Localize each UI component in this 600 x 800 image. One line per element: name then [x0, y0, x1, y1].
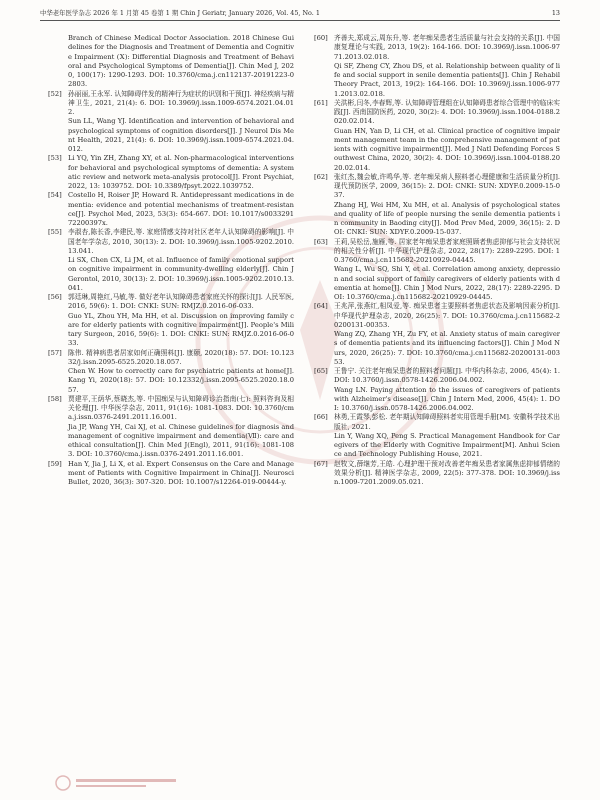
reference-text: [334, 99, 560, 173]
reference-text: [68, 395, 294, 460]
reference-number: [52]: [48, 89, 62, 98]
reference-entry: [48, 349, 294, 395]
reference-citation: Branch of Chinese Medical Doctor Association. 2018 Chinese Guidelines for the Diagnosis and Treatment of Dementia and Cognitive Impairment (Ⅹ): Differential Diagnosis and Treatment of Behavioral and Psychological Symptoms of Dementia[J]. Chin Med J, 2020, 100(17): 1290-1293. DOI: 10.3760/cma.j.cn112137-20191223-02803.: [68, 34, 294, 89]
page-number: 13: [551, 9, 560, 17]
reference-entry: [48, 395, 294, 460]
reference-text: [334, 460, 560, 488]
reference-entry: [48, 154, 294, 191]
reference-number: [63]: [314, 237, 328, 246]
reference-citation: 郭廷琳,周艳红,马敏,等. 做好老年认知障碍患者家庭关怀的探讨[J]. 人民军医, 2016, 59(6): 1. DOI: CNKI: SUN: RMJZ.0.2016-06-033.: [68, 293, 294, 311]
reference-citation: 贾建平,王荫华,蔡晓杰,等. 中国痴呆与认知障碍诊治指南(七): 照料咨询及相关伦理[J]. 中华医学杂志, 2011, 91(16): 1081-1083. DOI: 10.3760/cma.j.issn.0376-2491.2011.16.001.: [68, 394, 294, 422]
reference-entry: [48, 34, 294, 90]
references-right-column: [314, 34, 560, 774]
reference-citation: 林勇,王霞琴,彭松. 老年期认知障碍照料者实用管理手册[M]. 安徽科学技术出版社, 2021.: [334, 413, 560, 431]
reference-citation: 陈伟. 精神病患者居家如何正确照料[J]. 康颐, 2020(18): 57. DOI: 10.12332/j.issn.2095-6525.2020.18.057.: [68, 348, 294, 366]
reference-text: [334, 173, 560, 238]
reference-citation: 王莉,吴松岳,施雁,等. 居家老年痴呆患者家庭照顾者焦虑抑郁与社会支持状况的相关性分析[J]. 中华现代护理杂志, 2022, 28(17): 2289-2295. DOI: 10.3760/cma.j.cn115682-20210929-04445.: [334, 237, 560, 264]
reference-translation: Zhang HJ, Wei HM, Xu MH, et al. Analysis of psychological states and quality of life of people nursing the senile dementia patients in community in Baoding city[J]. Mod Prev Med, 2009, 36(15): 2. DOI: CNKI: SUN: XDYF.0.2009-15-037.: [334, 200, 560, 237]
reference-translation: Wang LN. Paying attention to the issues of caregivers of patients with Alzheimer's disease[J]. Chin J Intern Med, 2006, 45(4): 1. DOI: 10.3760/j.issn.0578-1426.2006.04.002.: [334, 385, 560, 412]
reference-translation: Qi SF, Zheng CY, Zhou DS, et al. Relationship between quality of life and social support in senile dementia patients[J]. Chin J Rehabil Theory Pract, 2013, 19(2): 164-166. DOI: 10.3969/j.issn.1006-9771.2013.02.018.: [334, 61, 560, 98]
reference-number: [58]: [48, 394, 62, 403]
reference-text: [334, 302, 560, 367]
reference-text: [68, 228, 294, 293]
reference-text: [68, 460, 294, 488]
reference-text: [68, 293, 294, 349]
journal-citation: 中华老年医学杂志 2026 年 1 月第 45 卷第 1 期 Chin J Geriatr, January 2026, Vol. 45, No. 1: [40, 9, 320, 17]
reference-translation: Lin Y, Wang XQ, Peng S. Practical Management Handbook for Caregivers of the Elderly with Cognitive Impairment[M]. Anhui Science and Technology Publishing House, 2021.: [334, 431, 560, 459]
reference-text: [334, 367, 560, 413]
reference-entry: [314, 413, 560, 459]
reference-translation: Sun LL, Wang YJ. Identification and intervention of behavioral and psychological symptoms of cognition disorders[J]. J Neurol Dis Ment Health, 2021, 21(4): 6. DOI: 10.3969/j.issn.1009-6574.2021.04.012.: [68, 117, 294, 153]
reference-translation: Wang L, Wu SQ, Shi Y, et al. Correlation among anxiety, depression and social support of family caregivers of elderly patients with dementia at home[J]. Chin J Mod Nurs, 2022, 28(17): 2289-2295. DOI: 10.3760/cma.j.cn115682-20210929-04445.: [334, 265, 560, 301]
reference-number: [55]: [48, 228, 62, 237]
reference-text: [68, 191, 294, 228]
reference-citation: Han Y, Jia J, Li X, et al. Expert Consensus on the Care and Management of Patients with Cognitive Impairment in China[J]. Neurosci Bullet, 2020, 36(3): 307-320. DOI: 10.1007/s12264-019-00444-y.: [68, 459, 294, 486]
references-columns: [48, 34, 560, 774]
reference-translation: Guan HN, Yan D, Li CH, et al. Clinical practice of cognitive impairment management team in the comprehensive management of patients with cognitive impairment[J]. Med J Natl Defending Forces Southwest China, 2020, 30(2): 4. DOI: 10.3969/j.issn.1004-0188.2020.02.014.: [334, 126, 560, 172]
reference-number: [64]: [314, 302, 328, 311]
reference-entry: [314, 173, 560, 238]
reference-text: [334, 413, 560, 459]
reference-text: [68, 90, 294, 155]
reference-entry: [48, 293, 294, 349]
reference-citation: 张红杰,魏会敏,许鸣华,等. 老年痴呆病人照料者心理健康和生活质量分析[J]. 现代预防医学, 2009, 36(15): 2. DOI: CNKI: SUN: XDYF.0.2009-15-037.: [334, 172, 560, 200]
reference-entry: [314, 460, 560, 488]
reference-entry: [314, 367, 560, 413]
reference-translation: Wang ZQ, Zhang YH, Zu FY, et al. Anxiety status of main caregivers of dementia patients and its influencing factors[J]. Chin J Mod Nurs, 2020, 26(25): 7. DOI: 10.3760/cma.j.cn115682-20200131-00353.: [334, 330, 560, 366]
reference-citation: Li YQ, Yin ZH, Zhang XY, et al. Non-pharmacological interventions for behavioral and psychological symptoms of dementia: A systematic review and network meta-analysis protocol[J]. Front Psychiat, 2022, 13: 1039752. DOI: 10.3389/fpsyt.2022.1039752.: [68, 154, 294, 190]
reference-number: [57]: [48, 348, 62, 357]
running-header: [40, 6, 560, 21]
reference-number: [61]: [314, 98, 328, 107]
reference-translation: Chen W. How to correctly care for psychiatric patients at home[J]. Kang Yi, 2020(18): 57. DOI: 10.12332/j.issn.2095-6525.2020.18.057.: [68, 367, 294, 394]
reference-number: [53]: [48, 154, 62, 163]
reference-citation: 关洪彬,闫冬,李春辉,等. 认知障碍管理组在认知障碍患者综合管理中的临床实践[J]. 西南国防医药, 2020, 30(2): 4. DOI: 10.3969/j.issn.1004-0188.2020.02.014.: [334, 98, 560, 126]
reference-citation: Costello H, Roiser JP, Howard R. Antidepressant medications in dementia: evidence and potential mechanisms of treatment-resistance[J]. Psychol Med, 2023, 53(3): 654-667. DOI: 10.1017/s003329172200397x.: [68, 191, 294, 227]
reference-number: [56]: [48, 293, 62, 301]
reference-translation: Li SX, Chen CX, Li JM, et al. Influence of family emotional support on cognitive impairment in community-dwelling elderly[J]. Chin J Gerontol, 2010, 30(13): 2. DOI: 10.3969/j.issn.1005-9202.2010.13.041.: [68, 256, 294, 292]
reference-entry: [48, 460, 294, 488]
reference-text: [68, 154, 294, 191]
reference-citation: 王兆萍,张燕红,相凤爱,等. 痴呆患者主要照料者焦虑状态及影响因素分析[J]. 中华现代护理杂志, 2020, 26(25): 7. DOI: 10.3760/cma.j.cn115682-20200131-00353.: [334, 302, 560, 329]
reference-number: [48, 34, 68, 90]
reference-number: [60]: [314, 34, 328, 42]
reference-citation: 王鲁宁. 关注老年痴呆患者的照料者问题[J]. 中华内科杂志, 2006, 45(4): 1. DOI: 10.3760/j.issn.0578-1426.2006.04.002.: [334, 367, 560, 385]
reference-text: [334, 34, 560, 99]
reference-number: [59]: [48, 459, 62, 468]
reference-entry: [314, 238, 560, 303]
reference-text: [68, 349, 294, 395]
reference-entry: [314, 34, 560, 99]
reference-entry: [48, 228, 294, 293]
reference-entry: [314, 99, 560, 173]
reference-citation: 赵牧文,薛继芳,王皓. 心理护理干预对改善老年痴呆患者家属焦虑抑郁情绪的效果分析[J]. 精神医学杂志, 2009, 22(5): 377-378. DOI: 10.3969/j.issn.1009-7201.2009.05.021.: [334, 459, 560, 486]
reference-number: [65]: [314, 367, 328, 375]
reference-citation: 齐善夫,郑成云,周东升,等. 老年痴呆患者生活质量与社会支持的关系[J]. 中国康复理论与实践, 2013, 19(2): 164-166. DOI: 10.3969/j.issn.1006-9771.2013.02.018.: [334, 34, 560, 61]
reference-translation: Jia JP, Wang YH, Cai XJ, et al. Chinese guidelines for diagnosis and management of cognitive impairment and dementia(Ⅶ): care and ethical consultation[J]. Chin Med J(Engl), 2011, 91(16): 1081-1083. DOI: 10.3760/cma.j.issn.0376-2491.2011.16.001.: [68, 422, 294, 459]
reference-entry: [48, 191, 294, 228]
references-left-column: [48, 34, 294, 774]
reference-citation: 孙丽丽,王永军. 认知障碍伴发的精神行为症状的识别和干预[J]. 神经疾病与精神卫生, 2021, 21(4): 6. DOI: 10.3969/j.issn.1009-6574.2021.04.012.: [68, 89, 294, 116]
reference-translation: Guo YL, Zhou YH, Ma HH, et al. Discussion on improving family care for elderly patients with cognitive impairment[J]. People's Military Surgeon, 2016, 59(6): 1. DOI: CNKI: SUN: RMJZ.0.2016-06-033.: [68, 311, 294, 348]
association-logo-watermark: [54, 774, 184, 792]
reference-citation: 李淑杏,陈长香,李建民,等. 家庭情感支持对社区老年人认知障碍的影响[J]. 中国老年学杂志, 2010, 30(13): 2. DOI: 10.3969/j.issn.1005-9202.2010.13.041.: [68, 228, 294, 255]
reference-number: [62]: [314, 172, 328, 181]
reference-number: [54]: [48, 191, 62, 200]
reference-number: [66]: [314, 413, 328, 422]
reference-entry: [48, 90, 294, 155]
reference-text: [68, 34, 294, 90]
reference-text: [334, 238, 560, 303]
reference-number: [67]: [314, 459, 328, 468]
reference-entry: [314, 302, 560, 367]
